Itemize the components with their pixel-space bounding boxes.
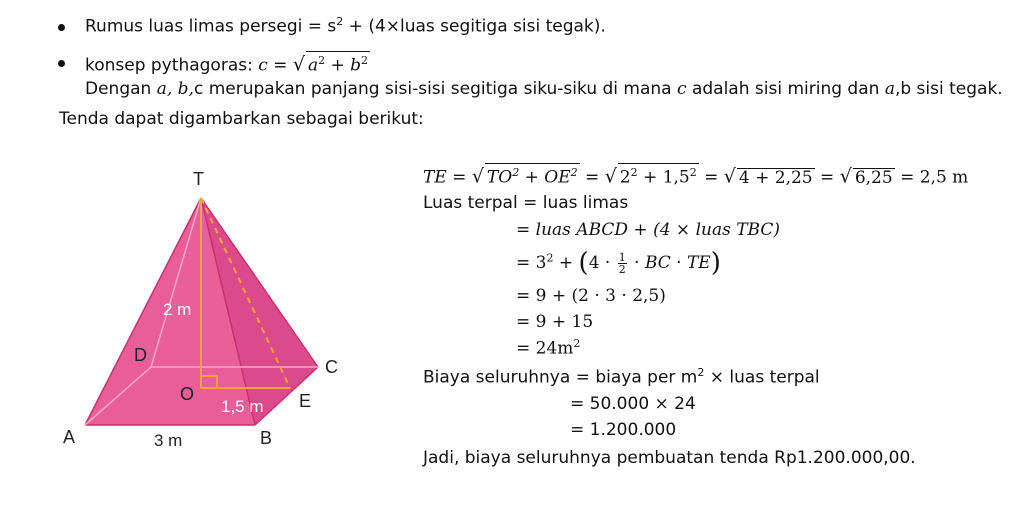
exp-b: 2	[361, 54, 369, 67]
bullet-1	[85, 15, 606, 37]
luas-l3-a: = 3	[516, 253, 547, 273]
label-A: A	[63, 427, 76, 447]
conclusion: Jadi, biaya seluruhnya pembuatan tenda Rp1.200.000,00.	[423, 448, 916, 468]
bullet-1-tail: + (4×luas segitiga sisi tegak).	[343, 16, 606, 37]
luas-l3-b: BC · TE	[644, 253, 711, 273]
exp-a: 2	[318, 54, 326, 67]
te-line: TE = √ $TO^2 + OE^2$ = √ $2^2 + 1,5^2$ = √ 4 + 2,25 = √ 6,25 = 2,5 m	[423, 163, 968, 188]
half-fraction: $\frac{1}{2}$	[618, 251, 626, 276]
bullet-2-text: konsep pythagoras:	[85, 55, 259, 76]
bullet-dot-1	[58, 24, 65, 31]
explain-abc: a, b,	[156, 79, 194, 99]
bullet-1-sup: 2	[336, 15, 344, 28]
te-lhs: TE	[423, 167, 447, 188]
label-T: T	[193, 169, 204, 189]
label-O: O	[180, 384, 195, 404]
te-result: 2,5 m	[919, 167, 969, 188]
bullet-2: konsep pythagoras: c = √ $a^2 + b^2$	[85, 51, 370, 76]
pythagoras-radicand: $a^2 + b^2$	[306, 51, 370, 75]
luas-l6: = 24m	[516, 338, 574, 359]
bullet-1-text: Rumus luas limas persegi = s	[85, 16, 337, 37]
te-oe: OE	[544, 167, 571, 188]
tenda-caption: Tenda dapat digambarkan sebagai berikut:	[59, 109, 424, 129]
dim-height: 2 m	[163, 300, 192, 319]
dim-base: 3 m	[154, 431, 183, 450]
label-C: C	[325, 357, 338, 377]
luas-line-2: = luas ABCD + (4 × luas TBC)	[516, 220, 781, 240]
biaya-line-2: = 50.000 × 24	[570, 394, 696, 414]
luas-line-3: = $3^2 + (4$ · $\frac{1}{2}$ · BC · TE)	[516, 248, 721, 278]
dim-half: 1,5 m	[221, 397, 264, 416]
explain-p1: Dengan	[85, 79, 157, 99]
te-radicand-4: 6,25	[854, 167, 893, 188]
label-B: B	[260, 428, 273, 448]
var-a: a	[307, 55, 319, 76]
te-radicand-3: 4 + 2,25	[738, 167, 813, 188]
biaya-label-text: Biaya seluruhnya = biaya per m	[423, 367, 698, 388]
luas-line-6: = $24m^2$	[516, 337, 581, 359]
te-to: TO	[486, 167, 513, 188]
te-v2: 1,5	[662, 167, 690, 188]
pyramid-figure	[50, 160, 430, 470]
var-b: b	[350, 55, 362, 76]
luas-line-5: = 9 + 15	[516, 312, 594, 332]
luas-line-4: = 9 + (2 · 3 · 2,5)	[516, 286, 666, 306]
biaya-label: Biaya seluruhnya = biaya per $m^2$ × luas terpal	[423, 366, 820, 388]
te-v1: 2	[619, 167, 631, 188]
luas-label: Luas terpal = luas limas	[423, 193, 629, 213]
te-radicand-2: $2^2 + 1,5^2$	[618, 163, 699, 187]
label-E: E	[299, 391, 312, 411]
biaya-label-tail: × luas terpal	[704, 367, 820, 388]
bullet-dot-2	[58, 60, 65, 67]
pythagoras-c: c	[258, 55, 268, 76]
biaya-line-3: = 1.200.000	[570, 420, 677, 440]
explain-c: c	[677, 79, 687, 99]
explain-a: a	[884, 79, 895, 99]
te-radicand-1: $TO^2 + OE^2$	[485, 163, 580, 187]
explain-p2: c merupakan panjang sisi-sisi segitiga siku-siku di mana	[193, 79, 678, 99]
explain-p3: adalah sisi miring dan	[686, 79, 885, 99]
explanation-line	[85, 79, 1003, 99]
label-D: D	[134, 345, 147, 365]
explain-p4: ,b sisi tegak.	[894, 79, 1003, 99]
